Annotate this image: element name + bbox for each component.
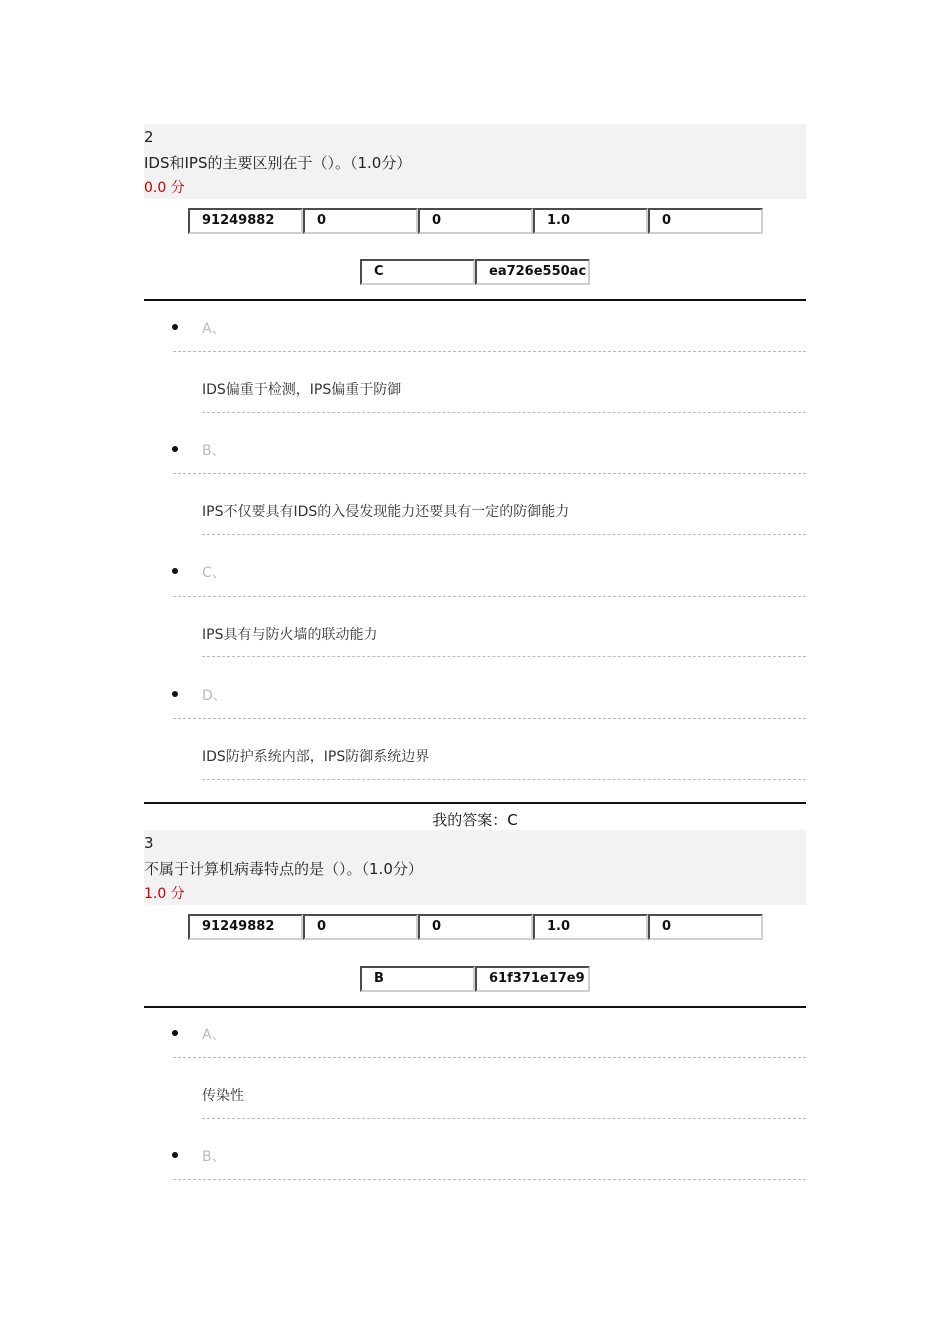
- hidden-field[interactable]: 91249882: [188, 208, 303, 234]
- divider: [144, 802, 806, 804]
- divider: [173, 718, 806, 719]
- option-text[interactable]: 传染性: [202, 1088, 244, 1104]
- bullet-icon: [172, 1030, 178, 1036]
- bullet-icon: [172, 446, 178, 452]
- option-letter[interactable]: A、: [202, 321, 226, 337]
- divider: [173, 596, 806, 597]
- question-title: 不属于计算机病毒特点的是（）。（1.0分）: [144, 860, 423, 878]
- my-answer: 我的答案：C: [432, 811, 518, 829]
- option-letter[interactable]: B、: [202, 443, 226, 459]
- answer-field[interactable]: B: [360, 966, 475, 992]
- bullet-icon: [172, 691, 178, 697]
- hidden-field[interactable]: 1.0: [533, 208, 648, 234]
- answer-field[interactable]: C: [360, 259, 475, 285]
- divider: [202, 1118, 806, 1119]
- divider: [202, 656, 806, 657]
- option-letter[interactable]: D、: [202, 688, 227, 704]
- divider: [202, 779, 806, 780]
- option-text[interactable]: IDS偏重于检测，IPS偏重于防御: [202, 382, 402, 398]
- option-letter[interactable]: A、: [202, 1027, 226, 1043]
- question-score: 1.0 分: [144, 886, 185, 902]
- divider: [173, 1057, 806, 1058]
- hidden-field[interactable]: 0: [648, 208, 763, 234]
- question-header: [144, 830, 806, 905]
- option-text[interactable]: IDS防护系统内部，IPS防御系统边界: [202, 749, 430, 765]
- question-score: 0.0 分: [144, 180, 185, 196]
- hidden-field[interactable]: 0: [418, 208, 533, 234]
- hidden-field[interactable]: 0: [418, 914, 533, 940]
- option-text[interactable]: IPS不仅要具有IDS的入侵发现能力还要具有一定的防御能力: [202, 504, 570, 520]
- question-title: IDS和IPS的主要区别在于（）。（1.0分）: [144, 154, 412, 172]
- divider: [173, 1179, 806, 1180]
- option-text[interactable]: IPS具有与防火墙的联动能力: [202, 627, 378, 643]
- bullet-icon: [172, 1152, 178, 1158]
- divider: [202, 534, 806, 535]
- divider: [173, 351, 806, 352]
- hidden-field[interactable]: 1.0: [533, 914, 648, 940]
- bullet-icon: [172, 568, 178, 574]
- hidden-field[interactable]: 0: [303, 914, 418, 940]
- divider: [144, 299, 806, 301]
- option-letter[interactable]: B、: [202, 1149, 226, 1165]
- hidden-field[interactable]: 91249882: [188, 914, 303, 940]
- option-letter[interactable]: C、: [202, 565, 226, 581]
- question-number: 3: [144, 834, 154, 852]
- bullet-icon: [172, 324, 178, 330]
- divider: [202, 412, 806, 413]
- answer-id-field[interactable]: ea726e550ac: [475, 259, 590, 285]
- divider: [173, 473, 806, 474]
- divider: [144, 1006, 806, 1008]
- answer-id-field[interactable]: 61f371e17e9: [475, 966, 590, 992]
- hidden-field[interactable]: 0: [303, 208, 418, 234]
- question-number: 2: [144, 128, 154, 146]
- hidden-field[interactable]: 0: [648, 914, 763, 940]
- question-header: [144, 124, 806, 199]
